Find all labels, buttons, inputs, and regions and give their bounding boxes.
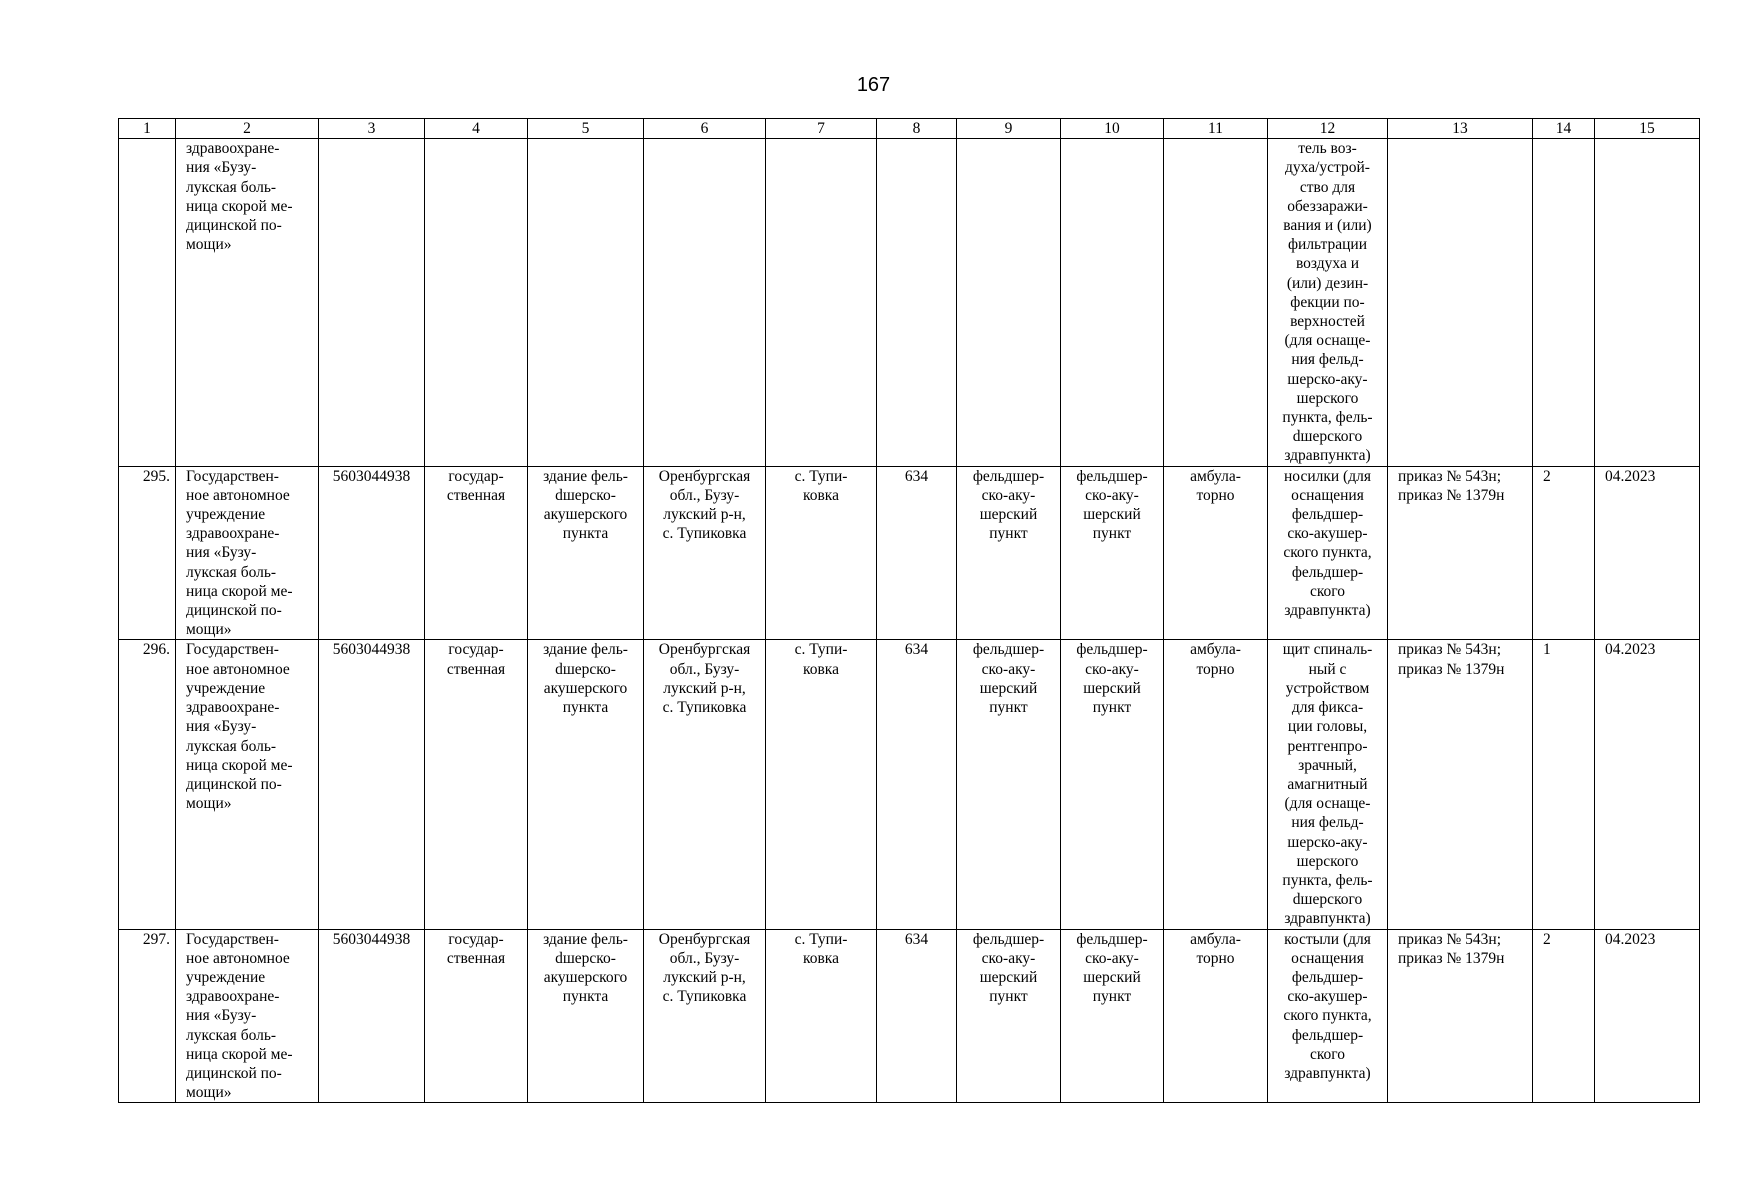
row-number: 297. <box>119 929 176 1103</box>
order-reference: приказ № 543н; приказ № 1379н <box>1398 467 1505 504</box>
ownership: государ- ственная <box>446 930 506 967</box>
organization-name: Государствен- ное автономное учреждение здравоохране- ния «Бузу- лукская боль- ница скорой ме- дицинской по- мощи» <box>186 641 293 813</box>
column-number: 6 <box>644 119 766 139</box>
order-reference: приказ № 543н; приказ № 1379н <box>1398 641 1505 678</box>
ownership: государ- ственная <box>446 467 506 504</box>
column-number: 11 <box>1164 119 1268 139</box>
column-number: 10 <box>1061 119 1164 139</box>
facility-type: фельдшер- ско-аку- шерский пункт <box>972 930 1045 1006</box>
column-number: 15 <box>1595 119 1700 139</box>
settlement: с. Тупи- ковка <box>794 641 848 678</box>
column-number: 4 <box>425 119 528 139</box>
row-number: 296. <box>119 640 176 929</box>
facility-type: фельдшер- ско-аку- шерский пункт <box>972 641 1045 717</box>
care-conditions: амбула- торно <box>1190 467 1241 504</box>
equipment-name: щит спиналь- ный с устройством для фикса- ции головы, рентгенпро- зрачный, амагнитный (для оснаще- ния фельд- шерско-аку- шерского пункта, фель- dшерского здравпункта) <box>1282 641 1373 928</box>
address: Оренбургская обл., Бузу- лукский р-н, с. Тупиковка <box>658 467 751 543</box>
table-row <box>119 929 1700 1103</box>
column-number: 3 <box>319 119 425 139</box>
equipment-name: носилки (для оснащения фельдшер- ско-акушер- ского пункта, фельдшер- ского здравпункта) <box>1283 467 1372 620</box>
ownership: государ- ственная <box>446 641 506 678</box>
organization-name: Государствен- ное автономное учреждение здравоохране- ния «Бузу- лукская боль- ница скорой ме- дицинской по- мощи» <box>186 930 293 1102</box>
date: 04.2023 <box>1595 929 1700 1103</box>
continuation-row <box>119 139 1700 466</box>
quantity: 2 <box>1533 929 1595 1103</box>
address: Оренбургская обл., Бузу- лукский р-н, с. Тупиковка <box>658 641 751 717</box>
equipment-name: тель воз- духа/устрой- ство для обеззаражи- вания и (или) фильтрации воздуха и (или) дезин- фекции по- верхностей (для оснаще- ния фельд- шерско-аку- шерского пункта, фель- dшерского здравпункта) <box>1282 140 1373 465</box>
column-number: 9 <box>957 119 1061 139</box>
column-number: 2 <box>176 119 319 139</box>
building: здание фель- dшерско- акушерского пункта <box>543 930 628 1006</box>
order-reference: приказ № 543н; приказ № 1379н <box>1398 930 1505 967</box>
equipment-name: костыли (для оснащения фельдшер- ско-акушер- ского пункта, фельдшер- ского здравпункта) <box>1283 930 1372 1082</box>
column-number: 1 <box>119 119 176 139</box>
population: 634 <box>877 640 957 929</box>
column-number: 5 <box>528 119 644 139</box>
quantity: 1 <box>1533 640 1595 929</box>
facility-type: фельдшер- ско-аку- шерский пункт <box>972 467 1045 543</box>
column-number: 14 <box>1533 119 1595 139</box>
column-number: 12 <box>1268 119 1388 139</box>
building: здание фель- dшерско- акушерского пункта <box>543 641 628 717</box>
facility-subtype: фельдшер- ско-аку- шерский пункт <box>1076 930 1148 1006</box>
page-number: 167 <box>856 74 891 96</box>
settlement: с. Тупи- ковка <box>794 467 848 504</box>
column-number: 13 <box>1388 119 1533 139</box>
care-conditions: амбула- торно <box>1190 641 1241 678</box>
organization-name: Государствен- ное автономное учреждение здравоохране- ния «Бузу- лукская боль- ница скорой ме- дицинской по- мощи» <box>186 467 293 639</box>
column-number: 7 <box>766 119 877 139</box>
inn: 5603044938 <box>319 929 425 1103</box>
address: Оренбургская обл., Бузу- лукский р-н, с. Тупиковка <box>658 930 751 1006</box>
column-number-row <box>119 119 1700 139</box>
inn: 5603044938 <box>319 466 425 640</box>
table-row <box>119 640 1700 929</box>
quantity: 2 <box>1533 466 1595 640</box>
population: 634 <box>877 929 957 1103</box>
facility-subtype: фельдшер- ско-аку- шерский пункт <box>1076 467 1148 543</box>
building: здание фель- dшерско- акушерского пункта <box>543 467 628 543</box>
settlement: с. Тупи- ковка <box>794 930 848 967</box>
facility-subtype: фельдшер- ско-аку- шерский пункт <box>1076 641 1148 717</box>
column-number: 8 <box>877 119 957 139</box>
row-number: 295. <box>119 466 176 640</box>
inn: 5603044938 <box>319 640 425 929</box>
care-conditions: амбула- торно <box>1190 930 1241 967</box>
date: 04.2023 <box>1595 466 1700 640</box>
table-row <box>119 466 1700 640</box>
registry-table <box>118 118 1700 1103</box>
organization-name: здравоохране- ния «Бузу- лукская боль- ница скорой ме- дицинской по- мощи» <box>186 140 293 254</box>
date: 04.2023 <box>1595 640 1700 929</box>
population: 634 <box>877 466 957 640</box>
